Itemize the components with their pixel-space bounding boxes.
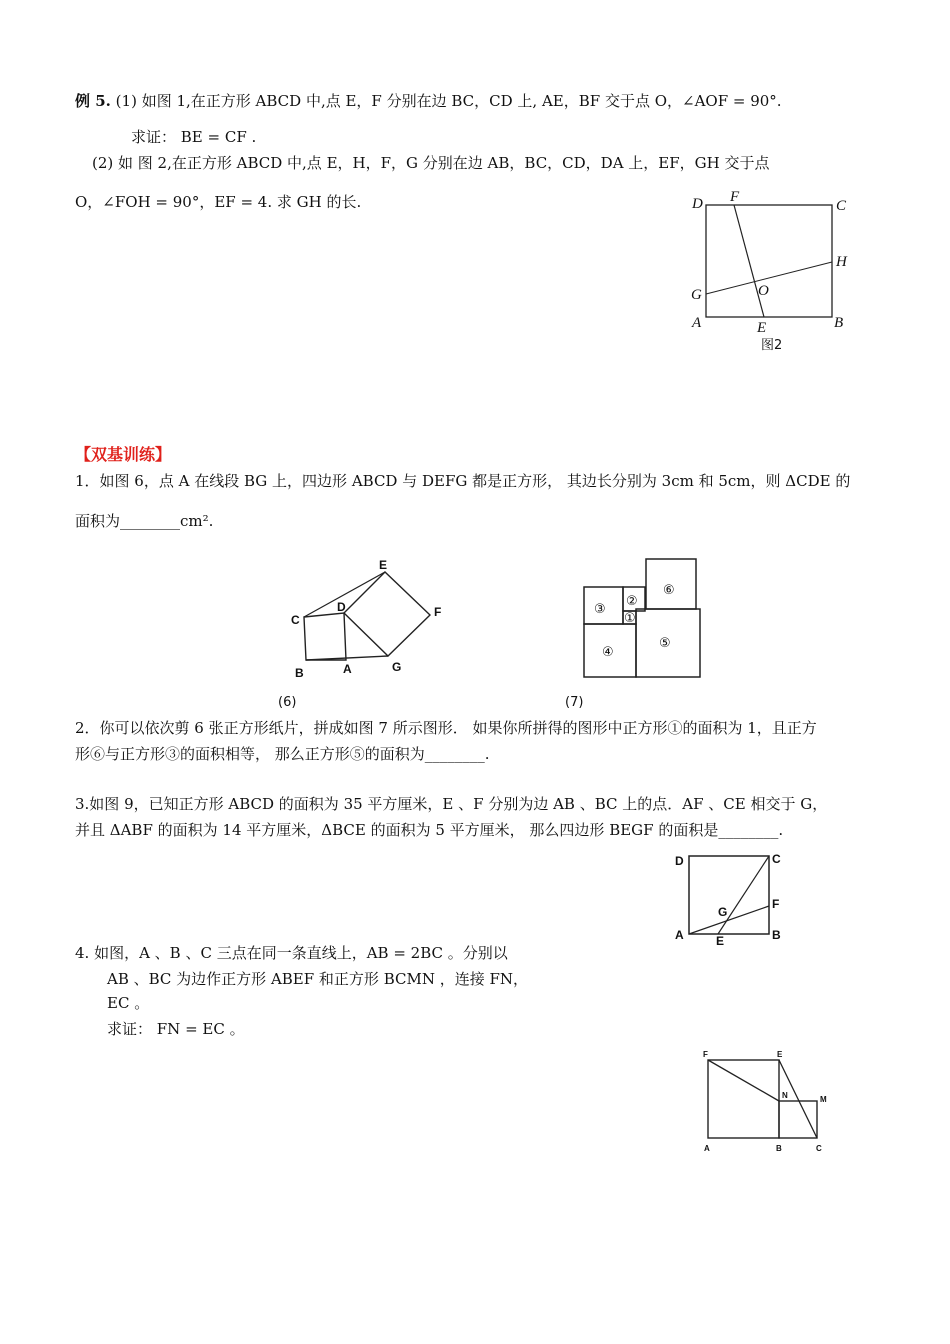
example5-part1 (75, 91, 782, 111)
label-O: O (758, 283, 769, 299)
label-square-2: ② (626, 594, 638, 609)
label-E: E (757, 320, 767, 336)
q4-line3: EC 。 (107, 994, 150, 1012)
q3-figure9 (672, 848, 792, 948)
q2-figure-caption: (7) (565, 695, 584, 710)
label-B: B (295, 666, 304, 680)
label-F: F (434, 605, 442, 619)
label-B: B (772, 928, 781, 942)
label-G: G (691, 287, 702, 303)
label-C: C (816, 1144, 822, 1153)
label-B: B (776, 1144, 782, 1153)
label-B: B (834, 315, 844, 331)
q4-line2: AB 、BC 为边作正方形 ABEF 和正方形 BCMN ，连接 FN， (107, 970, 529, 988)
label-C: C (836, 198, 847, 214)
q4-line4: 求证： FN = EC 。 (107, 1020, 245, 1038)
q2-line2: 形⑥与正方形③的面积相等， 那么正方形⑤的面积为________. (75, 745, 490, 763)
example5-part1-text: (1) 如图 1,在正方形 ABCD 中,点 E，F 分别在边 BC，CD 上, AE，BF 交于点 O，∠AOF = 90°. (115, 92, 782, 110)
section-title: 【双基训练】 (75, 445, 172, 464)
label-F: F (703, 1050, 708, 1059)
q2-figure7 (580, 556, 705, 681)
label-A: A (343, 662, 352, 676)
label-F: F (772, 897, 780, 911)
q2-line1: 2．你可以依次剪 6 张正方形纸片，拼成如图 7 所示图形． 如果你所拼得的图形中正方形①的面积为 1，且正方 (75, 719, 817, 737)
label-H: H (836, 254, 847, 270)
label-C: C (291, 613, 300, 627)
label-square-3: ③ (594, 602, 606, 617)
label-G: G (392, 660, 402, 674)
q1-figure6 (288, 556, 448, 684)
label-G: G (718, 905, 728, 919)
label-M: M (820, 1095, 827, 1104)
example5-figure2 (688, 188, 858, 358)
label-square-5: ⑤ (659, 636, 671, 651)
label-square-6: ⑥ (663, 583, 675, 598)
label-E: E (716, 934, 725, 948)
label-D: D (692, 196, 703, 212)
label-C: C (772, 852, 781, 866)
label-A: A (675, 928, 684, 942)
label-E: E (777, 1050, 783, 1059)
label-square-1: ① (624, 611, 636, 626)
label-A: A (704, 1144, 710, 1153)
label-D: D (675, 854, 684, 868)
figure2-caption: 图2 (761, 338, 783, 353)
label-A: A (692, 315, 702, 331)
label-E: E (379, 558, 388, 572)
q4-line1: 4. 如图，A 、B 、C 三点在同一条直线上，AB = 2BC 。分别以 (75, 944, 508, 962)
q3-line2: 并且 ΔABF 的面积为 14 平方厘米，ΔBCE 的面积为 5 平方厘米， 那么四边形 BEGF 的面积是________. (75, 821, 784, 839)
q1-figure-caption: (6) (278, 695, 297, 710)
label-N: N (782, 1091, 788, 1100)
label-D: D (337, 600, 346, 614)
example5-label: 例 5. (75, 92, 111, 110)
label-F: F (730, 189, 740, 205)
q1-line2: 面积为________cm². (75, 512, 214, 530)
q1-line1: 1．如图 6，点 A 在线段 BG 上，四边形 ABCD 与 DEFG 都是正方形， 其边长分别为 3cm 和 5cm，则 ΔCDE 的 (75, 472, 851, 490)
example5-part2-line1: (2) 如 图 2,在正方形 ABCD 中,点 E，H，F，G 分别在边 AB，BC，CD，DA 上，EF，GH 交于点 (92, 154, 770, 172)
q3-line1: 3.如图 9，已知正方形 ABCD 的面积为 35 平方厘米，E 、F 分别为边 AB 、BC 上的点．AF 、CE 相交于 G， (75, 795, 828, 813)
example5-prove1: 求证： BE = CF . (131, 128, 257, 146)
example5-part2-line2: O，∠FOH = 90°，EF = 4. 求 GH 的长. (75, 193, 362, 211)
q4-figure (698, 1048, 838, 1160)
label-square-4: ④ (602, 645, 614, 660)
